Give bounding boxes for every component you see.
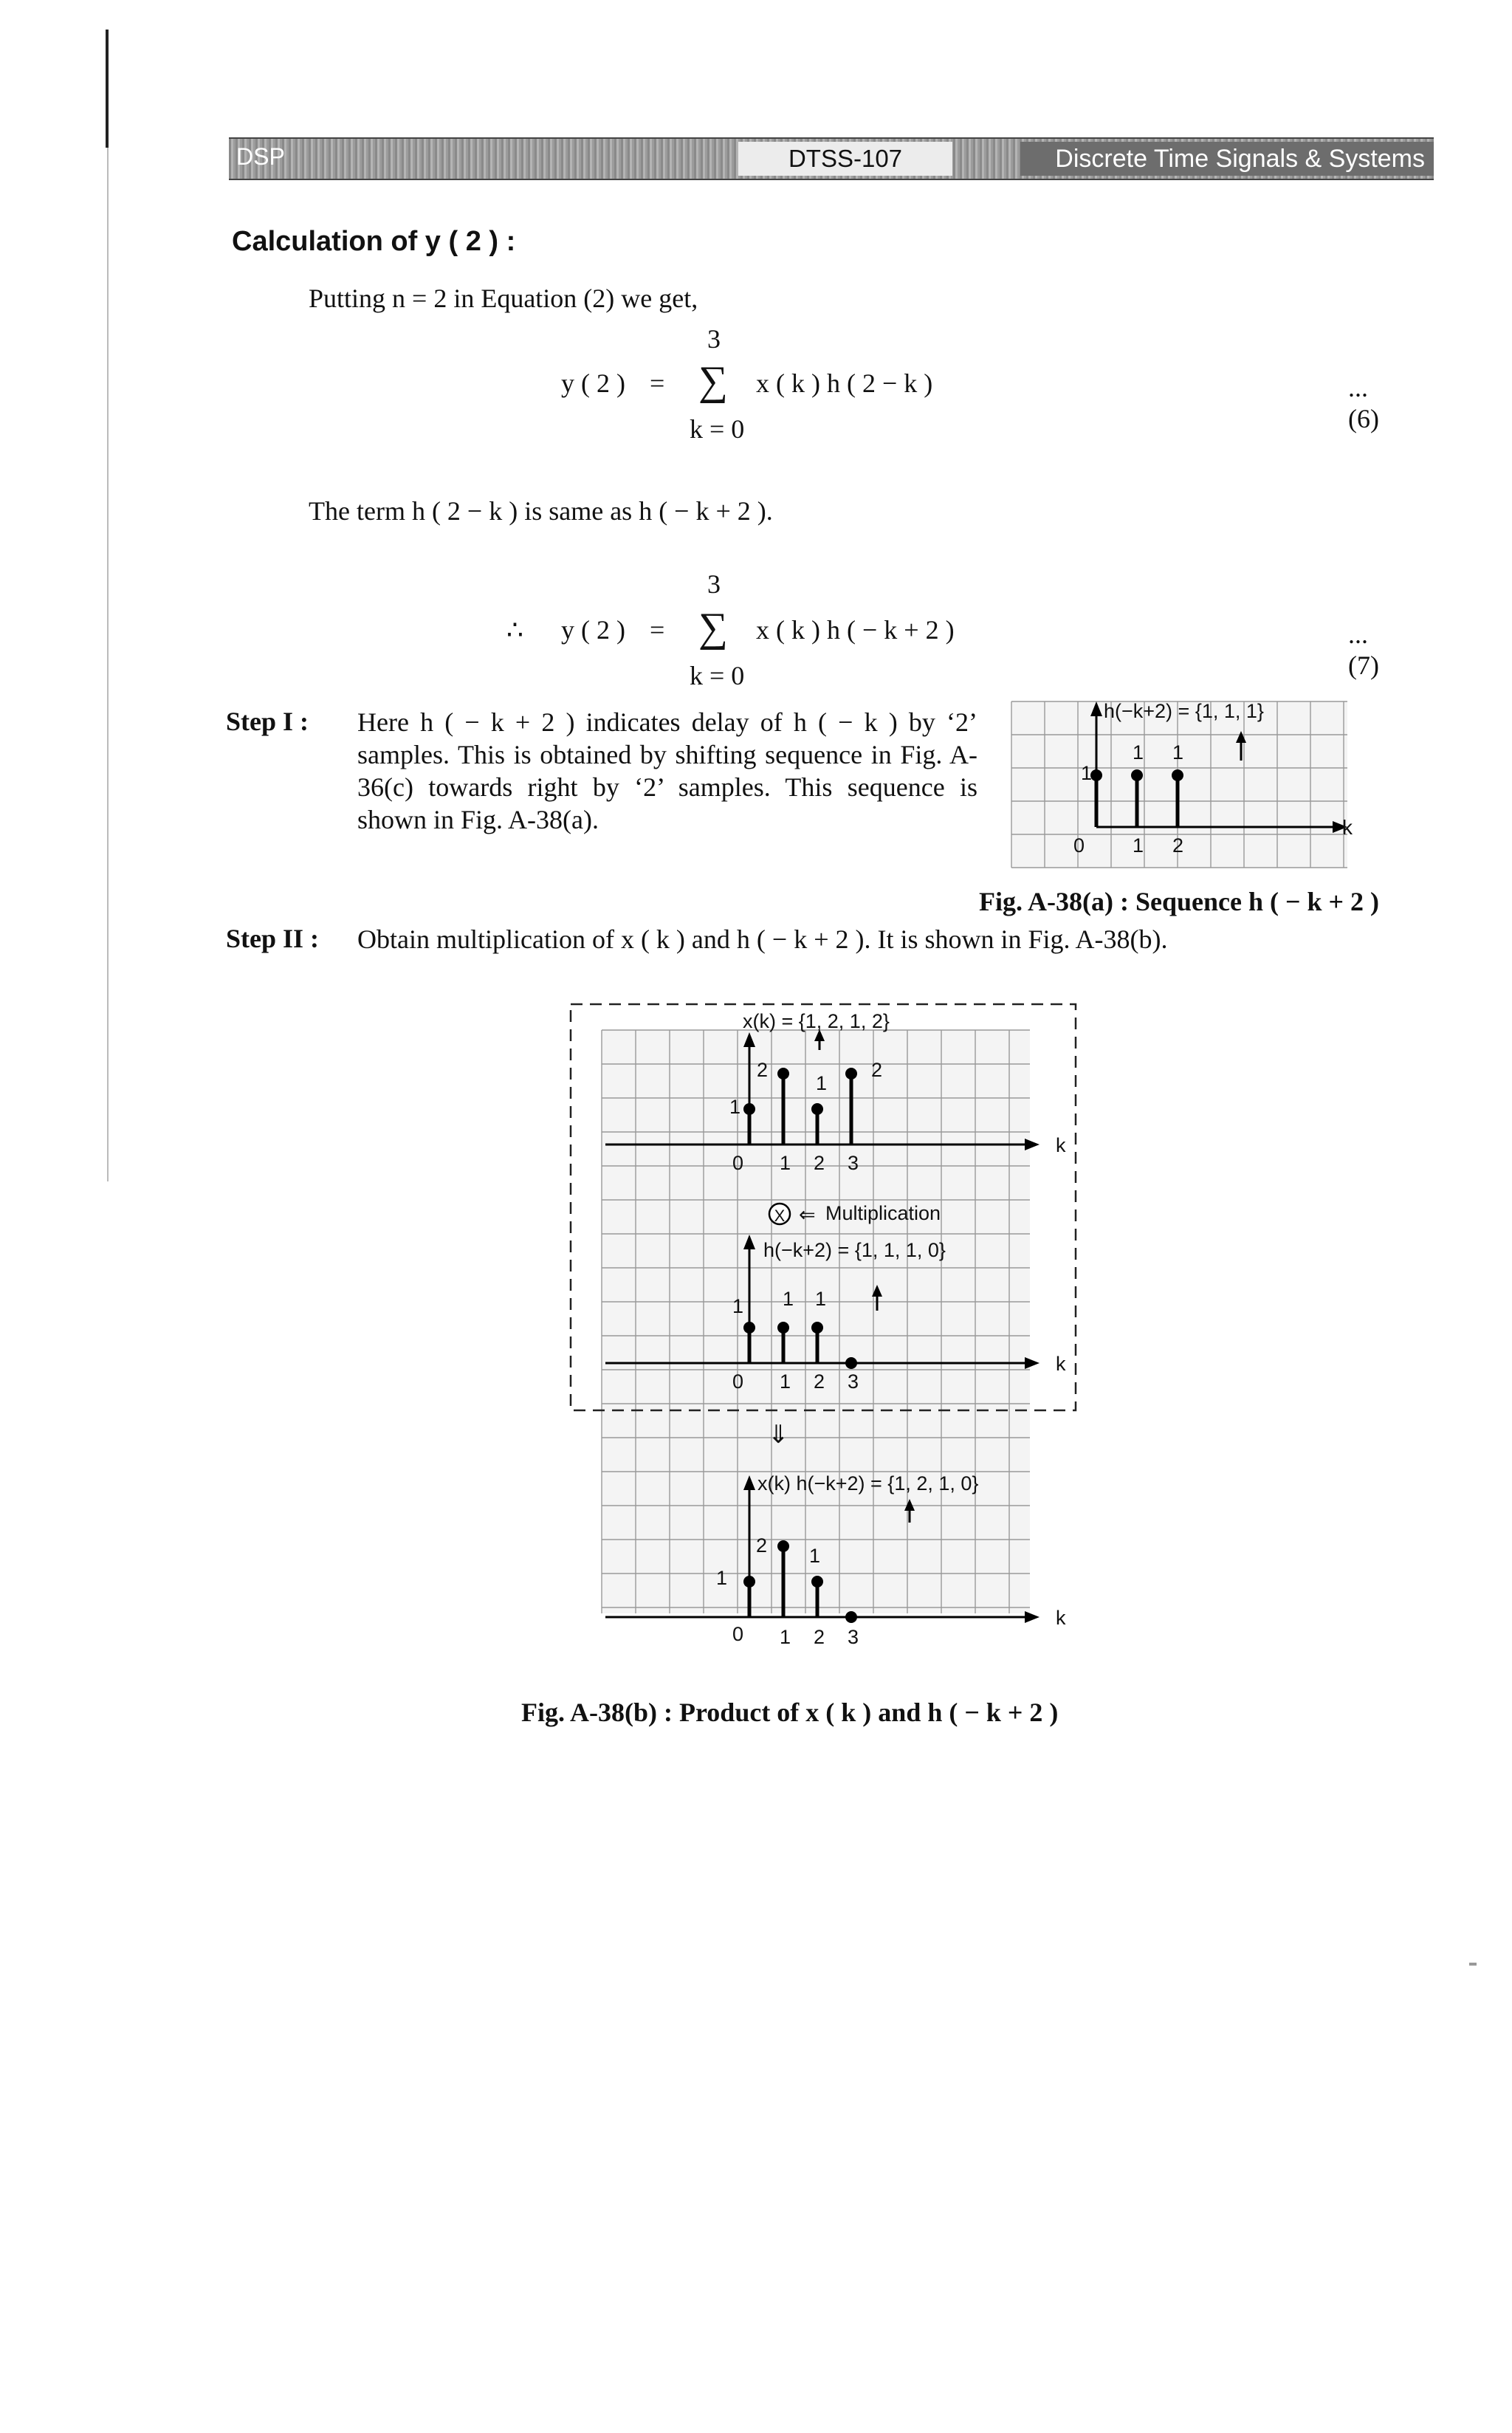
step-text: Obtain multiplication of x ( k ) and h ( − k + 2 ). It is shown in Fig. A-38(b). — [357, 924, 1168, 954]
stem-dot — [1172, 769, 1183, 781]
tick-label: 1 — [1133, 834, 1144, 857]
scan-speck — [1469, 1963, 1477, 1966]
plot-title: x(k) = {1, 2, 1, 2} — [743, 1010, 890, 1032]
equals-sign: = — [650, 368, 665, 398]
equation-lhs: y ( 2 ) — [561, 368, 625, 398]
equation-lhs: y ( 2 ) — [561, 615, 625, 645]
tick-label: 1 — [780, 1626, 791, 1648]
axis-label: k — [1056, 1607, 1066, 1629]
y-tick-label: 1 — [1081, 762, 1093, 784]
stem-dot — [1090, 769, 1102, 781]
header-center: DTSS-107 — [738, 142, 952, 176]
axis-label: k — [1056, 1134, 1066, 1156]
value-label: 1 — [816, 1072, 828, 1094]
header-right: Discrete Time Signals & Systems — [1020, 142, 1434, 176]
plot-title: h(−k+2) = {1, 1, 1, 0} — [763, 1239, 946, 1261]
value-label: 1 — [1172, 741, 1184, 763]
tick-label: 3 — [848, 1152, 859, 1174]
value-label: 1 — [1133, 741, 1144, 763]
running-header — [229, 137, 1434, 180]
tick-label: 0 — [732, 1623, 744, 1645]
therefore-symbol: ∴ — [506, 615, 523, 645]
arrow-icon — [1025, 1611, 1040, 1623]
header-left: DSP — [236, 143, 285, 170]
paragraph: The term h ( 2 − k ) is same as h ( − k + 2 ). — [309, 496, 773, 526]
value-label: 2 — [756, 1534, 768, 1557]
value-label: 1 — [809, 1545, 821, 1567]
figure-a38a — [1011, 694, 1351, 871]
equation-number: ...(6) — [1348, 373, 1379, 433]
sigma-symbol: ∑ — [698, 605, 728, 651]
sum-lower-limit: k = 0 — [690, 414, 745, 444]
stem-dot — [777, 1322, 789, 1334]
figure-caption: Fig. A-38(b) : Product of x ( k ) and h ( − k + 2 ) — [521, 1698, 1059, 1727]
stem-dot — [845, 1611, 857, 1623]
tick-label: 2 — [814, 1152, 825, 1174]
tick-label: 0 — [732, 1152, 744, 1174]
value-label: 1 — [716, 1567, 728, 1589]
tick-label: 0 — [732, 1370, 744, 1393]
tick-label: 1 — [780, 1152, 791, 1174]
figure-caption: Fig. A-38(a) : Sequence h ( − k + 2 ) — [979, 887, 1380, 916]
value-label: 2 — [871, 1059, 883, 1081]
sigma-symbol: ∑ — [698, 358, 728, 404]
stem-dot — [743, 1322, 755, 1334]
figure-title: h(−k+2) = {1, 1, 1} — [1104, 700, 1264, 722]
value-label: 1 — [729, 1096, 741, 1118]
equation-rhs: x ( k ) h ( − k + 2 ) — [756, 615, 955, 645]
figure-a38b — [568, 997, 1085, 1661]
stem-dot — [845, 1068, 857, 1080]
multiply-arrow: ⇐ — [799, 1204, 816, 1226]
step-text: Here h ( − k + 2 ) indicates delay of h ( − k ) by ‘2’ samples. This is obtained by shifting sequence in Fig. A-36(c) towards right by ‘2’ samples. This sequence is shown in Fig. A-38(a). — [357, 707, 977, 834]
scan-edge-mark — [107, 148, 109, 1181]
scan-edge-mark — [106, 30, 109, 148]
value-label: 1 — [815, 1288, 827, 1310]
equation-number: ...(7) — [1348, 620, 1379, 680]
tick-label: 3 — [848, 1370, 859, 1393]
paragraph: Putting n = 2 in Equation (2) we get, — [309, 284, 698, 313]
value-label: 1 — [783, 1288, 794, 1310]
stem-dot — [811, 1576, 823, 1588]
equals-sign: = — [650, 615, 665, 645]
arrow-icon — [1025, 1139, 1040, 1150]
arrow-icon — [1025, 1357, 1040, 1369]
section-title: Calculation of y ( 2 ) : — [232, 226, 516, 257]
step-label: Step I : — [226, 707, 309, 736]
stem-dot — [743, 1103, 755, 1115]
stem-dot — [845, 1357, 857, 1369]
stem-dot — [777, 1540, 789, 1552]
tick-label: 1 — [780, 1370, 791, 1393]
tick-label: 2 — [814, 1370, 825, 1393]
stem-dot — [1131, 769, 1143, 781]
down-arrow: ⇓ — [768, 1421, 789, 1449]
tick-label: 3 — [848, 1626, 859, 1648]
stem-dot — [777, 1068, 789, 1080]
tick-label: 2 — [1172, 834, 1184, 857]
sum-lower-limit: k = 0 — [690, 661, 745, 690]
stem-dot — [811, 1103, 823, 1115]
equation-rhs: x ( k ) h ( 2 − k ) — [756, 368, 933, 398]
plot-title: x(k) h(−k+2) = {1, 2, 1, 0} — [757, 1472, 979, 1495]
step-label: Step II : — [226, 924, 320, 953]
value-label: 1 — [732, 1295, 744, 1317]
sum-upper-limit: 3 — [707, 324, 721, 354]
sum-upper-limit: 3 — [707, 569, 721, 599]
tick-label: 2 — [814, 1626, 825, 1648]
multiply-symbol: X — [774, 1207, 786, 1225]
axis-label: k — [1056, 1353, 1066, 1375]
axis-label: k — [1342, 816, 1353, 839]
tick-label: 0 — [1073, 834, 1085, 857]
stem-dot — [743, 1576, 755, 1588]
stem-dot — [811, 1322, 823, 1334]
multiply-label: Multiplication — [825, 1202, 941, 1224]
value-label: 2 — [757, 1059, 769, 1081]
